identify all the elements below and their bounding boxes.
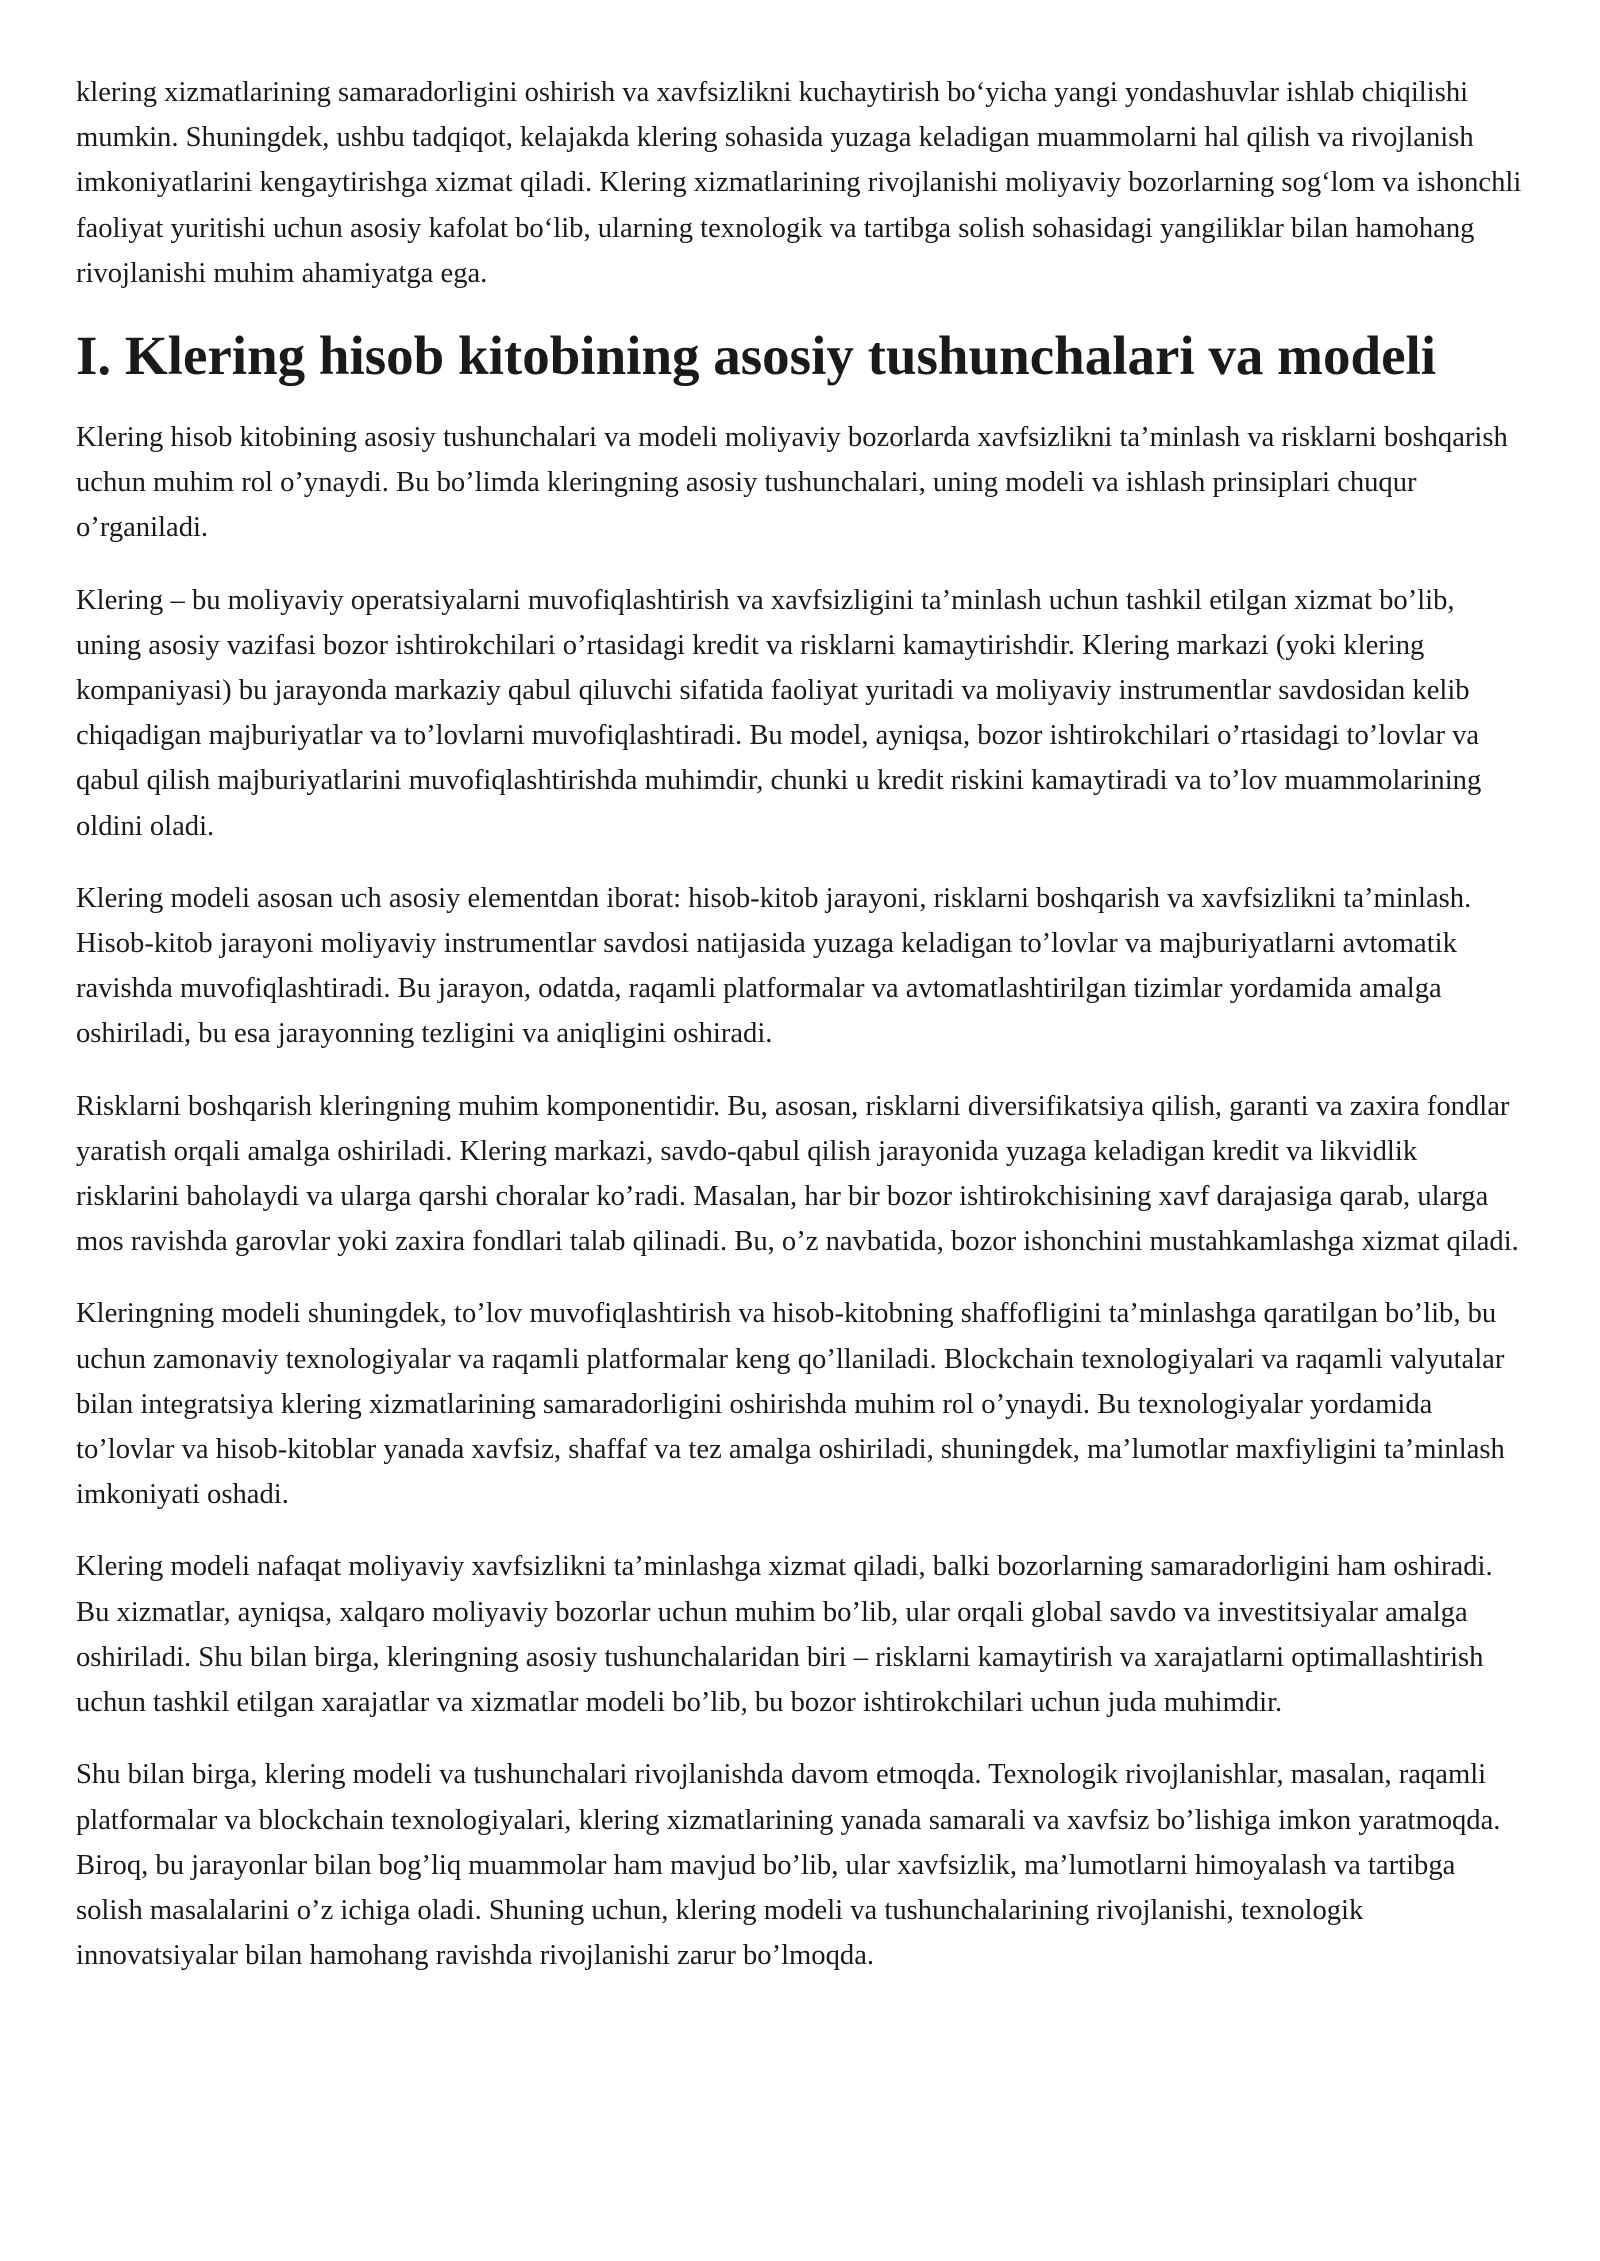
body-paragraph-1: Klering hisob kitobining asosiy tushunchalari va modeli moliyaviy bozorlarda xavfsizlikni ta’minlash va risklarni boshqarish uchun muhim rol o’ynaydi. Bu bo’limda kleringning asosiy tushunchalari, uning modeli va ishlash prinsiplari chuqur o’rganiladi. [76,422,1508,544]
body-paragraph-4: Risklarni boshqarish kleringning muhim komponentidir. Bu, asosan, risklarni diversifikatsiya qilish, garanti va zaxira fondlar yaratish orqali amalga oshiriladi. Klering markazi, savdo-qabul qilish jarayonida yuzaga keladigan kredit va likvidlik risklarini baholaydi va ularga qarshi choralar ko’radi. Masalan, har bir bozor ishtirokchisining xavf darajasiga qarab, ularga mos ravishda garovlar yoki zaxira fondlari talab qilinadi. Bu, o’z navbatida, bozor ishonchini mustahkamlashga xizmat qiladi. [76,1090,1519,1258]
intro-paragraph: klering xizmatlarining samaradorligini oshirish va xavfsizlikni kuchaytirish bo‘yicha yangi yondashuvlar ishlab chiqilishi mumkin. Shuningdek, ushbu tadqiqot, kelajakda klering sohasida yuzaga keladigan muammolarni hal qilish va rivojlanish imkoniyatlarini kengaytirishga xizmat qiladi. Klering xizmatlarining rivojlanishi moliyaviy bozorlarning sog‘lom va ishonchli faoliyat yuritishi uchun asosiy kafolat bo‘lib, ularning texnologik va tartibga solish sohasidagi yangiliklar bilan hamohang rivojlanishi muhim ahamiyatga ega. [76,77,1522,289]
body-paragraph-2: Klering – bu moliyaviy operatsiyalarni muvofiqlashtirish va xavfsizligini ta’minlash uchun tashkil etilgan xizmat bo’lib, uning asosiy vazifasi bozor ishtirokchilari o’rtasidagi kredit va risklarni kamaytirishdir. Klering markazi (yoki klering kompaniyasi) bu jarayonda markaziy qabul qiluvchi sifatida faoliyat yuritadi va moliyaviy instrumentlar savdosidan kelib chiqadigan majburiyatlar va to’lovlarni muvofiqlashtiradi. Bu model, ayniqsa, bozor ishtirokchilari o’rtasidagi to’lovlar va qabul qilish majburiyatlarini muvofiqlashtirishda muhimdir, chunki u kredit riskini kamaytiradi va to’lov muammolarining oldini oladi. [76,584,1482,842]
section-heading: I. Klering hisob kitobining asosiy tushunchalari va modeli [76,325,1437,387]
body-paragraph-7: Shu bilan birga, klering modeli va tushunchalari rivojlanishda davom etmoqda. Texnologik rivojlanishlar, masalan, raqamli platformalar va blockchain texnologiyalari, klering xizmatlarining yanada samarali va xavfsiz bo’lishiga imkon yaratmoqda. Biroq, bu jarayonlar bilan bog’liq muammolar ham mavjud bo’lib, ular xavfsizlik, ma’lumotlarni himoyalash va tartibga solish masalalarini o’z ichiga oladi. Shuning uchun, klering modeli va tushunchalarining rivojlanishi, texnologik innovatsiyalar bilan hamohang ravishda rivojlanishi zarur bo’lmoqda. [76,1759,1501,1972]
body-paragraph-5: Kleringning modeli shuningdek, to’lov muvofiqlashtirish va hisob-kitobning shaffofligini ta’minlashga qaratilgan bo’lib, bu uchun zamonaviy texnologiyalar va raqamli platformalar keng qo’llaniladi. Blockchain texnologiyalari va raqamli valyutalar bilan integratsiya klering xizmatlarining samaradorligini oshirishda muhim rol o’ynaydi. Bu texnologiyalar yordamida to’lovlar va hisob-kitoblar yanada xavfsiz, shaffaf va tez amalga oshiriladi, shuningdek, ma’lumotlar maxfiyligini ta’minlash imkoniyati oshadi. [76,1298,1505,1511]
body-paragraph-3: Klering modeli asosan uch asosiy elementdan iborat: hisob-kitob jarayoni, risklarni boshqarish va xavfsizlikni ta’minlash. Hisob-kitob jarayoni moliyaviy instrumentlar savdosi natijasida yuzaga keladigan to’lovlar va majburiyatlarni avtomatik ravishda muvofiqlashtiradi. Bu jarayon, odatda, raqamli platformalar va avtomatlashtirilgan tizimlar yordamida amalga oshiriladi, bu esa jarayonning tezligini va aniqligini oshiradi. [76,882,1472,1050]
document-page [76,70,1524,2005]
body-paragraph-6: Klering modeli nafaqat moliyaviy xavfsizlikni ta’minlashga xizmat qiladi, balki bozorlarning samaradorligini ham oshiradi. Bu xizmatlar, ayniqsa, xalqaro moliyaviy bozorlar uchun muhim bo’lib, ular orqali global savdo va investitsiyalar amalga oshiriladi. Shu bilan birga, kleringning asosiy tushunchalaridan biri – risklarni kamaytirish va xarajatlarni optimallashtirish uchun tashkil etilgan xarajatlar va xizmatlar modeli bo’lib, bu bozor ishtirokchilari uchun juda muhimdir. [76,1551,1493,1719]
